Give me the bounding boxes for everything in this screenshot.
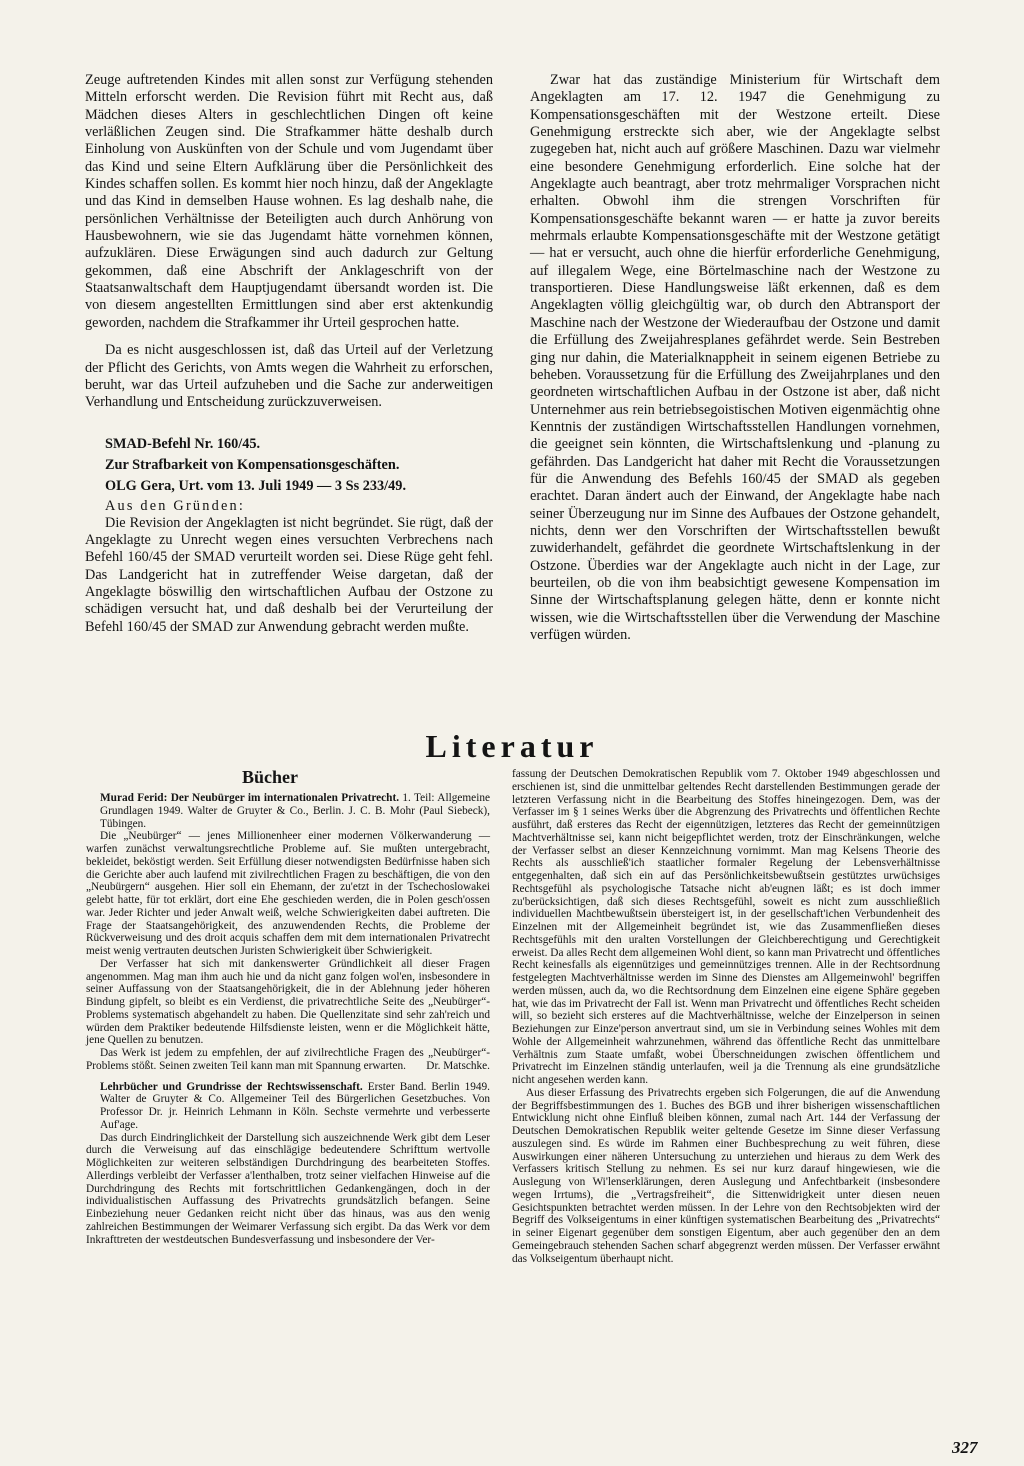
paragraph: Da es nicht ausgeschlossen ist, daß das Urteil auf der Verletzung der Pflicht des Gerichts, von Amts wegen die Wahrheit zu erforschen, beruht, war das Urteil aufzuheben und die Sache zur anderweitigen Verhandlung und Entscheidung zurückzuverweisen. — [85, 342, 493, 411]
upper-right-column — [530, 72, 940, 644]
lower-left-column — [86, 792, 490, 1246]
paragraph: Die Revision der Angeklagten ist nicht begründet. Sie rügt, daß der Angeklagte zu Unrecht wegen eines versuchten Verbrechens nach Befehl 160/45 der SMAD verurteilt worden sei. Diese Rüge geht fehl. Das Landgericht hat in zutreffender Weise dargetan, daß der Angeklagte böswillig den wirtschaftlichen Aufbau der Ostzone zu schädigen versucht hat, und daß deshalb bei der Verurteilung der Befehl 160/45 der SMAD zur Anwendung gebracht werden mußte. — [85, 514, 493, 635]
lower-right-column — [512, 768, 940, 1265]
book-title: Der Neubürger im internationalen Privatrecht. — [170, 792, 400, 804]
case-heading-decree: SMAD-Befehl Nr. 160/45. — [105, 435, 261, 452]
reviewer-signature: Dr. Matschke. — [426, 1059, 490, 1072]
grounds-label: Aus den Gründen: — [105, 497, 246, 514]
section-title: Literatur — [425, 728, 599, 764]
book-entry-2 — [86, 1081, 490, 1132]
paragraph: Zwar hat das zuständige Ministerium für Wirtschaft dem Angeklagten am 17. 12. 1947 die Genehmigung zu Kompensationsgeschäften mit der Westzone erteilt. Diese Genehmigung erstreckte sich aber, wie der Angeklagte selbst zugegeben hat, nicht auch auf größere Maschinen. Dazu war vielmehr eine besondere Genehmigung erforderlich. Eine solche hat der Angeklagte auch beantragt, aber trotz mehrmaliger Vorsprachen nicht erhalten. Obwohl ihm die strengen Vorschriften für Kompensationsgeschäfte bekannt waren — er hatte ja zuvor bereits mehrmals erlaubte Kompensationsgeschäfte mit der Westzone getätigt — hat er versucht, auch ohne die hierfür erforderliche Genehmigung, auf illegalem Wege, eine Börtelmaschine nach der Westzone zu transportieren. Diese Handlungsweise läßt erkennen, daß es dem Angeklagten völlig gleichgültig war, ob durch den Abtransport der Maschine nach der Westzone der Wiederaufbau der Ostzone und damit die Erfüllung des Zweijahresplanes gefährdet werde. Sein Bestreben ging nur dahin, die Materialknappheit in seinem eigenen Betriebe zu beheben. Voraussetzung für die Erfüllung des Zweijahrplanes und den geordneten wirtschaftlichen Aufbau in der Ostzone ist aber, daß nicht Unternehmer aus rein betriebsegoistischen Motiven eigenmächtig ohne Kenntnis der zuständigen Wirtschaftsstellen Handlungen vornehmen, die geeignet sein könnten, die Wirtschaftslenkung und -planung zu gefährden. Das Landgericht hat daher mit Recht die Voraussetzungen für die Anwendung des Befehls 160/45 der SMAD als gegeben erachtet. Daran ändert auch der Einwand, der Angeklagte habe nach seiner Überzeugung nur im Sinne des Aufbaues der Ostzone gehandelt, nichts, denn wer den Vorschriften der Wirtschaftsstellen bewußt zuwiderhandelt, gefährdet die geordnete Wirtschaftslenkung in der Ostzone. Überdies war der Angeklagte auch nicht in der Lage, zur beurteilen, ob die von ihm beabsichtigt gewesene Kompensation im Sinne der Wirtschaftsplanung gelegen hätte, denn er konnte nicht wissen, wie die Wirtschaftsstellen über die Verwendung der Maschine verfügen würden. — [530, 72, 940, 643]
case-heading-topic: Zur Strafbarkeit von Kompensationsgeschäften. — [105, 456, 400, 473]
book-title: Lehrbücher und Grundrisse der Rechtswissenschaft. — [100, 1080, 363, 1093]
book-author: Murad Ferid: — [100, 792, 168, 804]
paragraph: Zeuge auftretenden Kindes mit allen sonst zur Verfügung stehenden Mitteln erforscht werden. Die Revision führt mit Recht aus, daß Mädchen dieses Alters in geschlechtlichen Dingen oft keine verläßlichen Zeugen sind. Die Strafkammer hätte deshalb durch Einholung von Auskünften von der Schule und vom Jugendamt über das Kind und seine Eltern Aufklärung über die Persönlichkeit des Kindes schaffen sollen. Es kommt hier noch hinzu, daß der Angeklagte und das Kind in demselben Hause wohnen. Es lag deshalb nahe, die persönlichen Verhältnisse der Beteiligten auch durch Anhörung von Hausbewohnern, wie sie das Jugendamt hätte vornehmen können, aufzuklären. Diese Erwägungen sind auch dadurch zur Geltung gekommen, daß eine Abschrift der Anklageschrift von der Staatsanwaltschaft dem Hauptjugendamt übersandt worden ist. Die von diesem angestellten Ermittlungen sind aber erst aktenkundig geworden, nachdem die Strafkammer ihr Urteil gesprochen hatte. — [85, 72, 493, 331]
book-details: Erster Band. Berlin 1949. Walter de Gruyter & Co. Allgemeiner Teil des Bürgerlichen Gesetzbuches. Von Professor Dr. jr. Heinrich Lehmann in Köln. Sechste vermehrte und verbesserte Auf'age. — [100, 1080, 490, 1131]
subsection-title: Bücher — [242, 767, 298, 787]
book-details: 1. Teil: Allgemeine Grundlagen 1949. Walter de Gruyter & Co., Berlin. J. C. B. Mohr (Paul Siebeck), Tübingen. — [100, 792, 490, 830]
review-paragraph: Aus dieser Erfassung des Privatrechts ergeben sich Folgerungen, die auf die Anwendung der Begriffsbestimmungen des 1. Buches des BGB und ihrer bisherigen wissenschaftlichen Entwicklung nicht ohne Einfluß bleiben können, zumal nach Art. 144 der Verfassung der Deutschen Demokratischen Republik weiter geltende Gesetze im Sinne dieser Verfassung auszulegen sind. Es würde im Rahmen einer Buchbesprechung zu weit führen, diese Auswirkungen einer näheren Untersuchung zu unterziehen und hieraus zu dem Werk des Verfassers kritisch Stellung zu nehmen. Es sei nur kurz darauf hingewiesen, wie die Auslegung von Wi'lenserklärungen, deren Auslegung und Anfechtbarkeit (insbesondere wegen Irrtums), die „Vertragsfreiheit“, die Sittenwidrigkeit unter diesen neuen Gesichtspunkten betrachtet werden müssen. In der Lehre von den Rechtsobjekten wird der Begriff des Volkseigentums in einer künftigen systematischen Bearbeitung des „Privatrechts“ in seiner Eigenart gegenüber dem sonstigen Eigentum, aber auch gegenüber den an dem Gemeingebrauch stehenden Sachen scharf abgegrenzt werden müssen. Der Verfasser erwähnt das Volkseigentum überhaupt nicht. — [512, 1086, 940, 1265]
case-heading-court: OLG Gera, Urt. vom 13. Juli 1949 — 3 Ss 233/49. — [105, 477, 407, 494]
page-number: 327 — [952, 1438, 978, 1457]
review-text: Das Werk ist jedem zu empfehlen, der auf zivilrechtliche Fragen des „Neubürger“-Problems stößt. Seinen zweiten Teil kann man mit Spannung erwarten. — [86, 1047, 490, 1072]
book-entry-1 — [86, 792, 490, 830]
review-paragraph — [86, 1047, 490, 1073]
upper-left-column — [85, 72, 493, 636]
review-paragraph: Das durch Eindringlichkeit der Darstellung sich auszeichnende Werk gibt dem Leser durch die Verweisung auf das einschlägige bedeutendere Schrifttum wertvolle Möglichkeiten zur weiteren selbständigen Durchdringung des bearbeiteten Stoffes. Allerdings verbleibt der Verfasser a'lenthalben, trotz seiner vielfachen Hinweise auf die Durchdringung des Rechts mit fortschrittlichen Gedankengängen, doch in der individualistischen Auffassung des Privatrechts grundsätzlich befangen. Seine Einbeziehung neuer Gedanken reicht nicht über das hinaus, was aus den wenig zahlreichen Bestimmungen der Weimarer Verfassung sich ergibt. Da das Werk vor dem Inkrafttreten der westdeutschen Bundesverfassung und insbesondere der Ver- — [86, 1131, 490, 1246]
review-paragraph: Der Verfasser hat sich mit dankenswerter Gründlichkeit all dieser Fragen angenommen. Mag man ihm auch hie und da nicht ganz folgen wol'en, insbesondere in seiner Auffassung von der Staatsangehörigkeit, die in der Ablehnung jeder höheren Bindung gipfelt, so bleibt es ein Verdienst, die privatrechtliche Seite des „Neubürger“-Problems systematisch abgehandelt zu haben. Die Quellenzitate sind sehr zah'reich und würden dem Praktiker bedeutende Hilfsdienste leisten, wenn er die Möglichkeit hätte, jene Quellen zu benutzen. — [86, 957, 490, 1047]
review-paragraph: fassung der Deutschen Demokratischen Republik vom 7. Oktober 1949 abgeschlossen und erschienen ist, sind die unmittelbar geltendes Recht darstellenden Bestimmungen gerade der letzteren Verfassung nicht in die Bearbeitung des Stoffes hineingezogen. Dem, was der Verfasser im § 1 seines Werks über die Abgrenzung des Privatrechts und öffentlichen Rechte ausführt, daß ersteres das Recht der eigennützigen, letzteres das Recht der gemeinnützigen Machtverhältnisse sei, kann nicht beigepflichtet werden, trotz der Einschränkungen, welche der Verfasser selbst an dieser Kennzeichnung vornimmt. Man mag Kelsens Theorie des Rechts als ausschließ'ich staatlicher formaler Regelung der Lebensverhältnisse entgegenhalten, daß sich ein auf das Persönlichkeitsbewußtsein gestütztes urwüchsiges Rechtsgefühl als psychologische Tatsache nicht ab'eugnen läßt; es ist doch immer zu'berücksichtigen, daß sich dieses Rechtsgefühl, soweit es nicht zum ausschließlich individuellen Machtbewußtsein übersteigert ist, in der gesellschaft'ichen Verbundenheit des Einzelnen mit der Allgemeinheit begründet ist, wie das Zusammenfließen dieses Rechtsgefühls mit den uralten Vorstellungen der Gleichberechtigung und Gerechtigkeit erweist. Da alles Recht dem allgemeinen Wohl dient, so kann man Privatrecht und öffentliches Recht keinesfalls als eigennütziges und gemeinnütziges trennen. Alle in der Rechtsordnung festgelegten Machtverhältnisse werden im Sinne des Dienstes am Allgemeinwohl' begriffen werden müssen, auch da, wo die Rechtsordnung dem Einzelnen eine eigene Sphäre gegeben hat, wie das im Privatrecht der Fall ist. Wenn man Privatrecht und öffentliches Recht scheiden will, so bezieht sich ersteres auf die Machtverhältnisse, welche der Einzelperson in seinen Beziehungen zur Einze'person anvertraut sind, um sie in Verbindung seines Wohles mit dem Wohle der Allgemeinheit wahrzunehmen, während das öffentliche Recht das unmittelbare Verhältnis zum Staate umfaßt, wobei Überschneidungen zwischen öffentlichem und Privatrecht im Einzelnen ständig unterlaufen, weil ja die Trennung als eine grundsätzliche nicht angesehen werden kann. — [512, 768, 940, 1086]
review-paragraph: Die „Neubürger“ — jenes Millionenheer einer modernen Völkerwanderung — warfen zunächst verwaltungsrechtliche Probleme auf. Sie mußten untergebracht, bekleidet, beköstigt werden. Seit Erfüllung dieser notwendigsten Bedürfnisse haben sich die Gerichte aber auch laufend mit zivilrechtlichen Fragen zu beschäftigen, die von den „Neubürgern“ ausgehen. Hier soll ein Ehemann, der zu'etzt in der Tschechoslowakei gelebt hatte, für tot erklärt, dort eine Ehe geschieden werden, die in Polen gesch'ossen war. Jeder Richter und jeder Anwalt weiß, welche Schwierigkeiten dabei auftreten. Die Frage der Staatsangehörigkeit, des anzuwendenden Rechts, die Probleme der Rückverweisung und des droit acquis schaffen dem mit dem internationalen Privatrecht meist wenig vertrauten deutschen Juristen Schwierigkeit über Schwierigkeit. — [86, 830, 490, 957]
